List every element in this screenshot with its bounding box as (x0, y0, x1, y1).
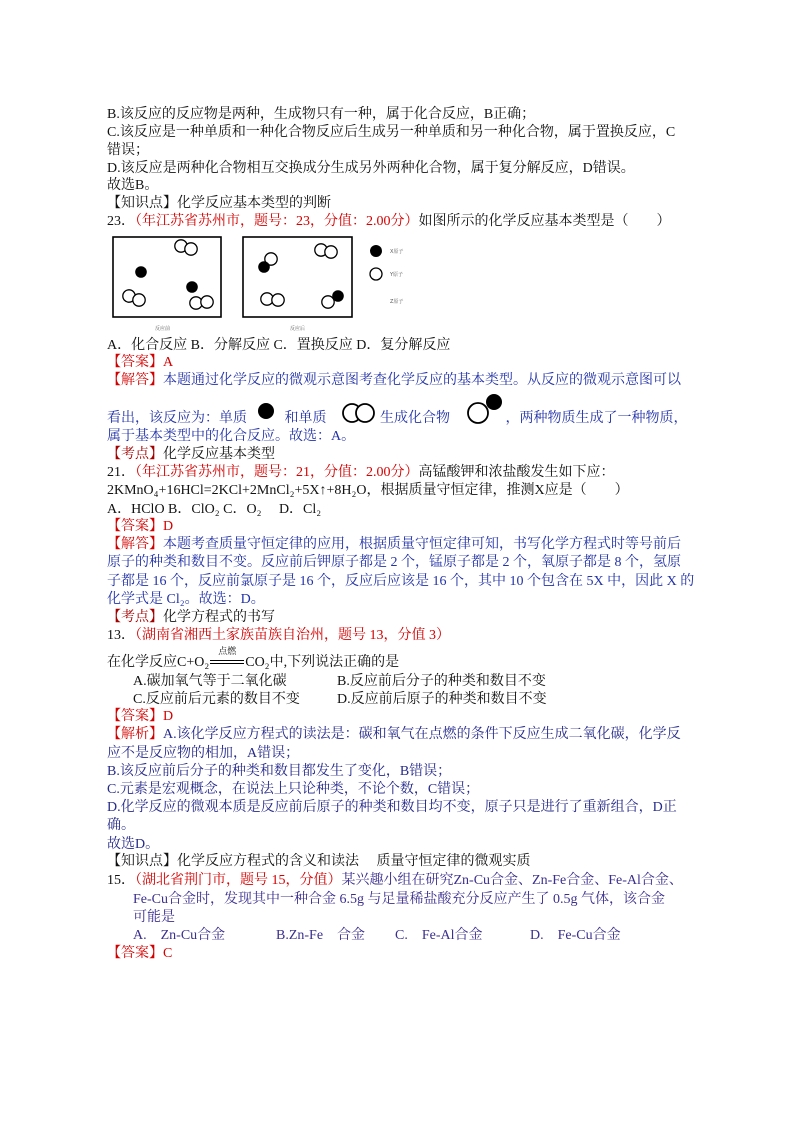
q23-options: A．化合反应 B．分解反应 C．置换反应 D．复分解反应 (107, 338, 451, 353)
prev-option-b: B.该反应的反应物是两种，生成物只有一种，属于化合反应，B正确； (107, 107, 536, 122)
answer-value: C (163, 946, 173, 961)
knowledge-text: 化学反应基本类型的判断 (177, 196, 331, 211)
solution-label: 【解答】 (107, 373, 163, 388)
q21-solution-line4: 化学式是 Cl₂。故选：D。 (107, 592, 265, 607)
q21-equation: 2KMnO₄+16HCl=2KCl+2MnCl₂+5X↑+8H₂O，根据质量守恒定律，推测X应是（ ） (107, 483, 629, 498)
open-atom (322, 296, 334, 308)
solution-text: ，两种物质生成了一种物质， (505, 411, 688, 426)
solution-text: 看出，该反应为：单质 (107, 411, 251, 426)
analysis-text: A.该化学反应方程式的读法是：碳和氧气在点燃的条件下反应生成二氧化碳，化学反 (163, 727, 681, 742)
q21-topic-line (107, 609, 275, 627)
solution-label: 【解答】 (107, 537, 163, 552)
topic-label: 【考点】 (107, 447, 163, 462)
legend-filled-atom-icon (370, 245, 382, 257)
q23-solution-line1 (107, 372, 681, 390)
q13-analysis-line4: C.元素是宏观概念，在说法上只论种类，不论个数，C错误； (107, 782, 480, 797)
reaction-condition (209, 646, 245, 672)
open-atom (325, 246, 337, 258)
q13-option-d: D.反应前后原子的种类和数目不变 (337, 692, 547, 707)
q21-solution-line3: 子都是 16 个，反应前氯原子是 16 个，反应后应该是 16 个，其中 10 个包含在 5X 中，因此 X 的 (107, 574, 695, 589)
q13-analysis-line1 (107, 726, 681, 744)
q13-analysis-line6: 确。 (107, 818, 135, 833)
element-filled-molecule-icon (251, 392, 285, 428)
prev-knowledge-line (107, 195, 331, 213)
prev-option-c-line1: C.该反应是一种单质和一种化合物反应后生成另一种单质和另一种化合物，属于置换反应，C (107, 125, 676, 140)
legend-label: Y原子 (390, 272, 404, 278)
compound-molecule-icon (454, 392, 506, 428)
analysis-label: 【解析】 (107, 727, 163, 742)
q13-option-a: A.碳加氧气等于二氧化碳 (133, 674, 287, 689)
q23-topic-line (107, 446, 275, 464)
q21-options: A．HClO B．ClO₂ C．O₂ D．Cl₂ (107, 502, 322, 517)
q23-stem: 如图所示的化学反应基本类型是（ ） (418, 214, 671, 229)
q15-stem-line1: 某兴趣小组在研究Zn-Cu合金、Zn-Fe合金、Fe-Al合金、 (341, 873, 683, 888)
prev-option-c-line2: 错误； (107, 143, 149, 158)
filled-atom (186, 281, 198, 293)
q23-source: （年江苏省苏州市，题号：23，分值：2.00分） (135, 214, 419, 229)
q13-stem (107, 646, 400, 672)
answer-value: D (163, 519, 174, 534)
q13-analysis-line2: 应不是反应物的相加，A错误； (107, 746, 300, 761)
after-label: 反应后 (290, 326, 306, 332)
q13-analysis-line3: B.该反应前后分子的种类和数目都发生了变化，B错误； (107, 764, 452, 779)
q13-answer-line (107, 708, 173, 726)
solution-text: 和单质 (284, 411, 330, 426)
q23-solution-line2 (107, 392, 688, 428)
knowledge-label: 【知识点】 (107, 854, 177, 869)
q21-stem: 高锰酸钾和浓盐酸发生如下应： (418, 465, 615, 480)
answer-label: 【答案】 (107, 355, 163, 370)
q13-analysis-line5: D.化学反应的微观本质是反应前后原子的种类和数目均不变，原子只是进行了重新组合，D正 (107, 800, 677, 815)
prev-option-d: D.该反应是两种化合物相互交换成分生成另外两种化合物，属于复分解反应，D错误。 (107, 161, 635, 176)
element-open-diatomic-icon (330, 392, 380, 428)
condition-text: 点燃 (218, 646, 237, 656)
open-atom (185, 243, 197, 255)
answer-label: 【答案】 (107, 519, 163, 534)
before-label: 反应前 (155, 326, 171, 332)
q21-solution-line2: 原子的种类和数目不变。反应前后钾原子都是 2 个，锰原子都是 2 个，氧原子都是 8 个，氢原 (107, 555, 681, 570)
stem-suffix: CO₂中,下列说法正确的是 (245, 655, 400, 670)
q21-number: 21． (107, 465, 135, 480)
solution-text: 本题考查质量守恒定律的应用，根据质量守恒定律可知，书写化学方程式时等号前后 (163, 537, 681, 552)
q23-solution-line3: 属于基本类型中的化合反应。故选：A。 (107, 429, 356, 444)
q15-option-b: B.Zn-Fe 合金 (276, 928, 366, 943)
q13-source: （湖南省湘西土家族苗族自治州，题号 13，分值 3） (135, 628, 450, 643)
answer-value: A (163, 355, 174, 370)
filled-atom (258, 261, 270, 273)
q13-conclusion: 故选D。 (107, 837, 160, 852)
open-atom (201, 296, 213, 308)
q15-option-d: D. Fe-Cu合金 (530, 928, 621, 943)
stem-prefix: 在化学反应C+O₂ (107, 655, 210, 670)
prev-conclusion: 故选B。 (107, 178, 159, 193)
q21-answer-line (107, 518, 173, 536)
reaction-diagram (100, 230, 430, 336)
answer-label: 【答案】 (107, 709, 163, 724)
filled-atom (135, 266, 147, 278)
topic-text: 化学方程式的书写 (163, 610, 275, 625)
q15-header (107, 872, 683, 890)
q15-number: 15． (107, 873, 135, 888)
open-atom (133, 294, 145, 306)
q15-stem-line3: 可能是 (133, 910, 175, 925)
topic-label: 【考点】 (107, 610, 163, 625)
q13-header (107, 627, 450, 645)
q23-number: 23． (107, 214, 135, 229)
reaction-equal-line (210, 660, 244, 664)
solution-text: 生成化合物 (380, 411, 454, 426)
q21-solution-line1 (107, 536, 681, 554)
filled-atom (332, 290, 344, 302)
q15-source: （湖北省荆门市，题号 15，分值） (135, 873, 342, 888)
topic-text: 化学反应基本类型 (163, 447, 275, 462)
q15-option-a: A. Zn-Cu合金 (133, 928, 226, 943)
q13-option-b: B.反应前后分子的种类和数目不变 (337, 674, 546, 689)
knowledge-text: 化学反应方程式的含义和读法 质量守恒定律的微观实质 (177, 854, 531, 869)
q21-source: （年江苏省苏州市，题号：21，分值：2.00分） (135, 465, 419, 480)
q23-header (107, 213, 671, 231)
q15-answer-line (107, 945, 172, 963)
q15-option-c: C. Fe-Al合金 (395, 928, 483, 943)
q13-number: 13． (107, 628, 135, 643)
q21-header (107, 464, 615, 482)
solution-text: 本题通过化学反应的微观示意图考查化学反应的基本类型。从反应的微观示意图可以 (163, 373, 681, 388)
answer-label: 【答案】 (107, 946, 163, 961)
q15-stem-line2: Fe-Cu合金时，发现其中一种合金 6.5g 与足量稀盐酸充分反应产生了 0.5g 气体，该合金 (133, 892, 665, 907)
knowledge-label: 【知识点】 (107, 196, 177, 211)
q23-answer-line (107, 354, 173, 372)
legend-label: X原子 (390, 249, 404, 255)
answer-value: D (163, 709, 174, 724)
legend-open-atom-icon (370, 268, 382, 280)
legend-label: Z原子 (390, 299, 404, 305)
q13-option-c: C.反应前后元素的数目不变 (133, 692, 300, 707)
open-atom (272, 294, 284, 306)
q13-knowledge-line (107, 853, 531, 871)
